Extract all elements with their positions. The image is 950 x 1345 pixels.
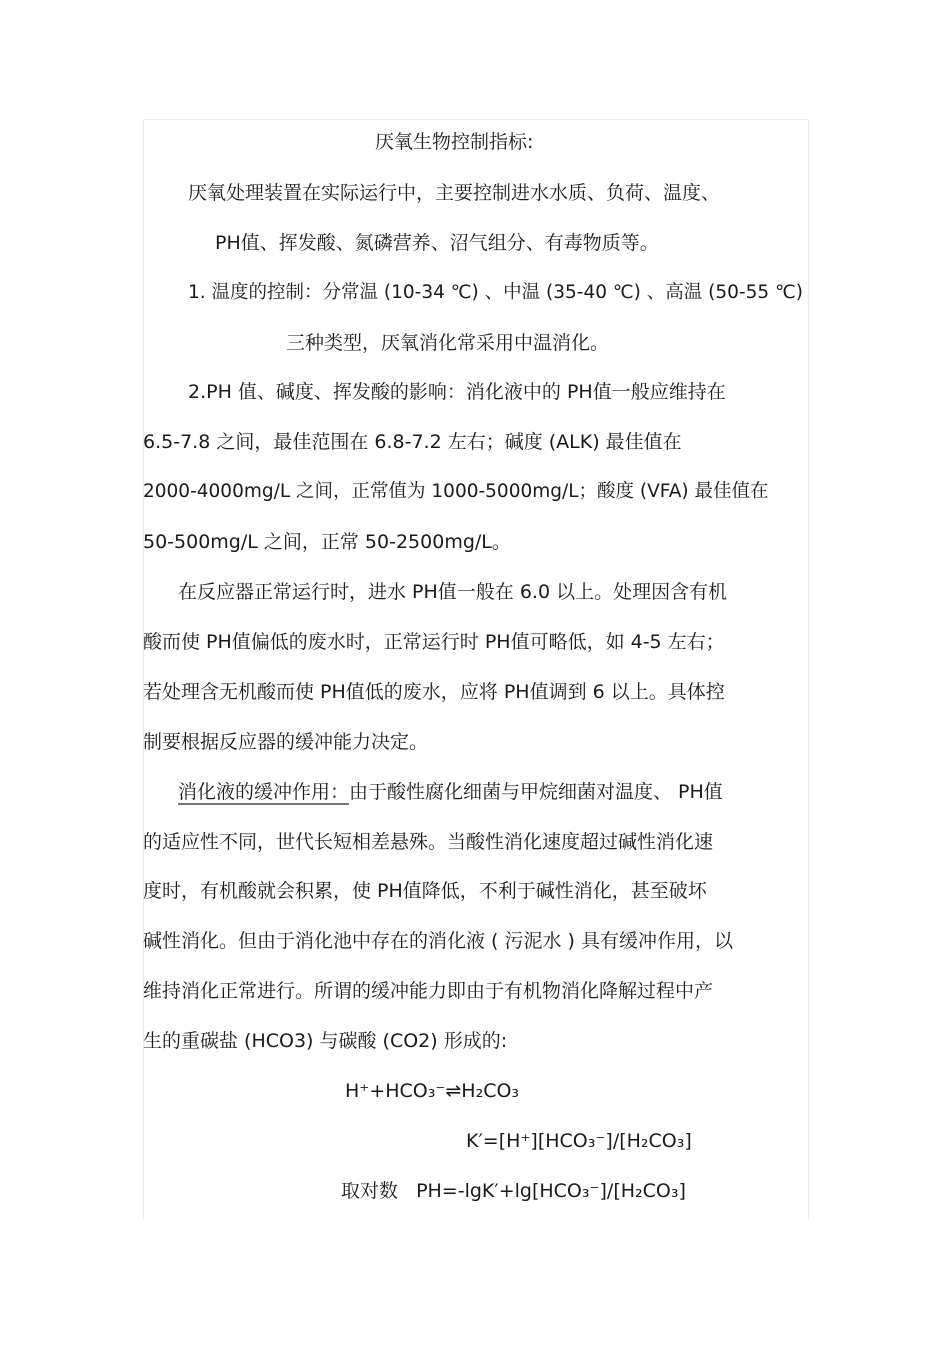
paragraph-line: 制要根据反应器的缓冲能力决定。: [143, 731, 429, 753]
buffer-first-rest: 由于酸性腐化细菌与甲烷细菌对温度、 PH值: [349, 781, 723, 803]
paragraph-line: 若处理含无机酸而使 PH值低的废水，应将 PH值调到 6 以上。具体控: [143, 681, 725, 703]
paragraph-line: 三种类型，厌氧消化常采用中温消化。: [286, 332, 610, 354]
paragraph-line: 酸而使 PH值偏低的废水时，正常运行时 PH值可略低，如 4-5 左右；: [143, 631, 725, 653]
paragraph-line: 生的重碳盐 (HCO3) 与碳酸 (CO2) 形成的:: [143, 1030, 508, 1052]
equation-equilibrium: H⁺+HCO₃⁻⇌H₂CO₃: [345, 1080, 520, 1102]
paragraph-line: 度时，有机酸就会积累，使 PH值降低，不利于碱性消化，甚至破坏: [143, 880, 707, 902]
equation-log-formula: PH=-lgK′+lg[HCO₃⁻]/[H₂CO₃]: [416, 1180, 686, 1202]
paragraph-line: 在反应器正常运行时，进水 PH值一般在 6.0 以上。处理因含有机: [178, 581, 728, 603]
equation-log-prefix: 取对数: [341, 1180, 399, 1202]
paragraph-line: 厌氧处理装置在实际运行中，主要控制进水水质、负荷、温度、: [188, 182, 721, 204]
paragraph-line: 维持消化正常进行。所谓的缓冲能力即由于有机物消化降解过程中产: [143, 980, 714, 1002]
paragraph-line: 6.5-7.8 之间，最佳范围在 6.8-7.2 左右；碱度 (ALK) 最佳值在: [143, 431, 682, 453]
equation-log: [341, 1179, 686, 1203]
paragraph-line: PH值、挥发酸、氮磷营养、沼气组分、有毒物质等。: [215, 232, 659, 254]
buffer-paragraph-first-line: [178, 780, 723, 804]
paragraph-line: 2.PH 值、碱度、挥发酸的影响：消化液中的 PH值一般应维持在: [188, 381, 726, 403]
paragraph-line: 1. 温度的控制：分常温 (10-34 ℃) 、中温 (35-40 ℃) 、高温 (50-55 ℃): [188, 282, 803, 303]
equation-constant: K′=[H⁺][HCO₃⁻]/[H₂CO₃]: [466, 1130, 692, 1152]
paragraph-line: 碱性消化。但由于消化池中存在的消化液 ( 污泥水 ) 具有缓冲作用，以: [143, 930, 733, 952]
buffer-heading: 消化液的缓冲作用：: [178, 781, 350, 803]
paragraph-line: 50-500mg/L 之间，正常 50-2500mg/L。: [143, 531, 511, 553]
paragraph-line: 2000-4000mg/L 之间，正常值为 1000-5000mg/L；酸度 (VFA) 最佳值在: [143, 481, 769, 502]
paragraph-line: 的适应性不同，世代长短相差悬殊。当酸性消化速度超过碱性消化速: [143, 831, 714, 853]
document-title: 厌氧生物控制指标:: [375, 131, 534, 153]
